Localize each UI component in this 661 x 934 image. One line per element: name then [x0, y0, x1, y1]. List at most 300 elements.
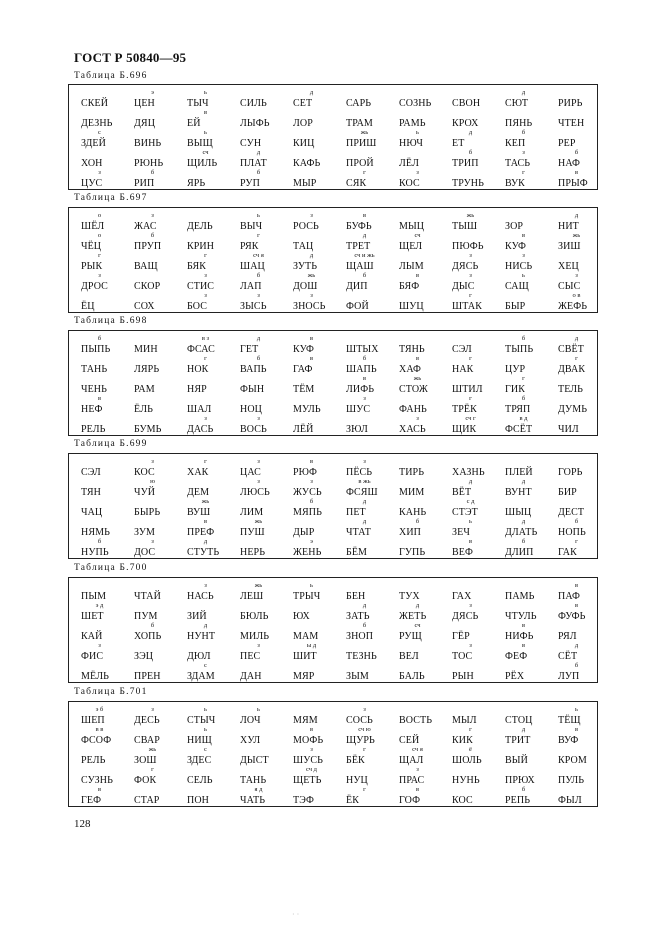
table-cell [444, 706, 497, 726]
table-cell [497, 746, 550, 766]
table-cell [126, 395, 179, 415]
table-cell [232, 498, 285, 518]
syllable-word: ВЁТ [452, 487, 472, 498]
table-cell [550, 582, 603, 602]
table-cell [444, 292, 497, 312]
syllable-word: СВАР [134, 735, 160, 746]
syllable-word: ПУШ [240, 527, 265, 538]
table-cell [285, 292, 338, 312]
syllable-word: ЛЁЙ [293, 424, 314, 435]
syllable-word: ШУСЬ [293, 755, 323, 766]
syllable-word: ТРУНЬ [452, 178, 484, 189]
syllable-word: ДЯСЬ [452, 611, 479, 622]
syllable-word: ЗЮЛ [346, 424, 368, 435]
transcription-mark: г [469, 395, 472, 402]
table-cell [338, 252, 391, 272]
syllable-word: ДАН [240, 671, 262, 682]
table-title: Таблица Б.700 [74, 563, 148, 573]
transcription-mark: б [574, 662, 579, 669]
transcription-mark: г [363, 169, 366, 176]
transcription-mark: д [521, 478, 526, 485]
table-cell [497, 129, 550, 149]
syllable-word: ВЕФ [452, 547, 473, 558]
table-cell [497, 232, 550, 252]
transcription-mark: з [257, 292, 260, 299]
transcription-mark: б [362, 355, 367, 362]
transcription-mark: г [522, 169, 525, 176]
transcription-mark: в в [95, 726, 104, 733]
table-cell [338, 538, 391, 558]
table-cell [550, 212, 603, 232]
syllable-word: ЛЫФЬ [240, 118, 270, 129]
table-cell [179, 662, 232, 682]
table-cell [126, 766, 179, 786]
table-cell [391, 129, 444, 149]
syllable-word: ЩЕЛ [399, 241, 423, 252]
table-cell [338, 232, 391, 252]
syllable-word: ЛЫМ [399, 261, 424, 272]
syllable-word: ЛИФЬ [346, 384, 375, 395]
syllable-word: СВОН [452, 98, 481, 109]
syllable-word: МУЛЬ [293, 404, 321, 415]
table-cell [285, 395, 338, 415]
table-cell [73, 252, 126, 272]
table-cell [550, 252, 603, 272]
table-cell [444, 498, 497, 518]
table-cell [179, 582, 232, 602]
table-cell [73, 232, 126, 252]
table-cell [73, 272, 126, 292]
transcription-mark: з [469, 602, 472, 609]
syllable-word: МЯМ [293, 715, 318, 726]
table-cell [338, 582, 391, 602]
transcription-mark: д [256, 335, 261, 342]
syllable-word: ЁЛЬ [134, 404, 153, 415]
syllable-word: ЗЫМ [346, 671, 369, 682]
table-cell [179, 518, 232, 538]
syllable-word: КИК [452, 735, 473, 746]
transcription-mark: жь [148, 746, 157, 753]
transcription-mark: в [415, 272, 420, 279]
syllable-word: ДЛАТЬ [505, 527, 538, 538]
syllable-word: РУЩ [399, 631, 422, 642]
syllable-word: ЗОР [505, 221, 524, 232]
table-cell [391, 89, 444, 109]
syllable-word: ГЁР [452, 631, 470, 642]
syllable-word: ЗУТЬ [293, 261, 318, 272]
table-cell [232, 766, 285, 786]
transcription-mark: б [521, 395, 526, 402]
syllable-word: ВУФ [558, 735, 579, 746]
table-cell [391, 395, 444, 415]
table-cell [550, 129, 603, 149]
syllable-word: ДЫС [452, 281, 475, 292]
syllable-word: СЕЛЬ [187, 775, 213, 786]
syllable-word: СЯК [346, 178, 367, 189]
syllable-word: ТРЁК [452, 404, 477, 415]
syllable-word: ЛАП [240, 281, 262, 292]
syllable-word: ФСЯШ [346, 487, 378, 498]
syllable-word: ПРИШ [346, 138, 377, 149]
syllable-word: РЮНЬ [134, 158, 164, 169]
table-cell [338, 642, 391, 662]
table-cell [232, 478, 285, 498]
syllable-word: ШИТ [293, 651, 317, 662]
syllable-word: ЁК [346, 795, 359, 806]
table-cell [232, 252, 285, 272]
syllable-word: ШУЦ [399, 301, 424, 312]
table-cell [126, 602, 179, 622]
document-header: ГОСТ Р 50840—95 [74, 50, 187, 65]
transcription-mark: жь [307, 272, 316, 279]
table-cell [444, 375, 497, 395]
syllable-word: ФИС [81, 651, 104, 662]
syllable-word: НЕРЬ [240, 547, 266, 558]
transcription-mark: в [468, 538, 473, 545]
transcription-mark: я д [254, 786, 263, 793]
syllable-word: ДЫСТ [240, 755, 269, 766]
syllable-word: ШАПЬ [346, 364, 377, 375]
syllable-word: ВОСЬ [240, 424, 267, 435]
transcription-mark: з [416, 415, 419, 422]
transcription-mark: д [362, 498, 367, 505]
table-cell [550, 786, 603, 806]
table-cell [444, 642, 497, 662]
table-cell [391, 232, 444, 252]
table-cell [391, 355, 444, 375]
transcription-mark: б [309, 498, 314, 505]
transcription-mark: г [469, 292, 472, 299]
transcription-mark: ь [257, 706, 260, 713]
syllable-word: КОС [452, 795, 473, 806]
transcription-mark: в [574, 602, 579, 609]
transcription-mark: б [150, 622, 155, 629]
table-cell [550, 602, 603, 622]
table-cell [444, 129, 497, 149]
syllable-word: МИМ [399, 487, 425, 498]
table-cell [126, 458, 179, 478]
table-cell [73, 415, 126, 435]
table-cell [285, 518, 338, 538]
syllable-word: ФАНЬ [399, 404, 427, 415]
table-cell [73, 375, 126, 395]
syllable-word: РЕЛЬ [81, 755, 106, 766]
transcription-mark: сч д [306, 766, 317, 773]
table-cell [285, 766, 338, 786]
syllable-word: ЩАШ [346, 261, 374, 272]
syllable-word: ЧУЙ [134, 487, 156, 498]
table-cell [338, 212, 391, 232]
transcription-mark: з [151, 706, 154, 713]
table-cell [550, 478, 603, 498]
table-cell [232, 292, 285, 312]
table-cell [444, 622, 497, 642]
table-cell [338, 292, 391, 312]
syllable-word: СЕЙ [399, 735, 420, 746]
transcription-mark: д [309, 89, 314, 96]
syllable-word: ФУФЬ [558, 611, 586, 622]
syllable-word: ДЯЦ [134, 118, 156, 129]
table-cell [444, 662, 497, 682]
syllable-word: ФОК [134, 775, 157, 786]
table-cell [73, 478, 126, 498]
syllable-word: ЧИЛ [558, 424, 579, 435]
table-cell [391, 478, 444, 498]
syllable-word: ЖУСЬ [293, 487, 322, 498]
transcription-mark: з [257, 478, 260, 485]
table-cell [444, 538, 497, 558]
table-cell [444, 252, 497, 272]
table-cell [285, 169, 338, 189]
syllable-word: СТИС [187, 281, 215, 292]
table-cell [338, 109, 391, 129]
table-cell [338, 726, 391, 746]
table-cell [179, 169, 232, 189]
transcription-mark: в [309, 335, 314, 342]
syllable-word: НИФЬ [505, 631, 534, 642]
table-cell [126, 518, 179, 538]
transcription-mark: з [204, 415, 207, 422]
table-cell [179, 602, 232, 622]
table-cell [391, 169, 444, 189]
transcription-mark: в [521, 232, 526, 239]
table-cell [550, 622, 603, 642]
syllable-word: ШЫЦ [505, 507, 532, 518]
table-cell [338, 662, 391, 682]
syllable-word: ДЕЛЬ [187, 221, 213, 232]
syllable-word: ФСОФ [81, 735, 112, 746]
table-cell [73, 212, 126, 232]
table-cell [497, 602, 550, 622]
table-cell [497, 109, 550, 129]
table-cell [126, 109, 179, 129]
table-cell [550, 272, 603, 292]
table-cell [550, 395, 603, 415]
table-cell [444, 726, 497, 746]
table-cell [285, 89, 338, 109]
table-title: Таблица Б.699 [74, 439, 148, 449]
transcription-mark: б [574, 518, 579, 525]
syllable-word: ПЫПЬ [81, 344, 111, 355]
table-cell [550, 458, 603, 478]
syllable-word: ФЕФ [505, 651, 528, 662]
transcription-mark: ь [204, 129, 207, 136]
table-cell [285, 212, 338, 232]
syllable-word: ЗУМ [134, 527, 156, 538]
syllable-word: ЛОР [293, 118, 313, 129]
table-cell [285, 478, 338, 498]
syllable-word: ПЫМ [81, 591, 107, 602]
syllable-word: НУНТ [187, 631, 216, 642]
syllable-word: ДЕСЬ [134, 715, 160, 726]
transcription-mark: ё [469, 746, 472, 753]
syllable-word: ШУС [346, 404, 371, 415]
transcription-mark: г [204, 252, 207, 259]
table-cell [73, 662, 126, 682]
transcription-mark: ы д [306, 642, 317, 649]
table-cell [126, 375, 179, 395]
table-cell [73, 129, 126, 149]
transcription-mark: ь [204, 89, 207, 96]
syllable-word: КАЙ [81, 631, 103, 642]
syllable-word: ФЫН [240, 384, 265, 395]
syllable-word: ПЕС [240, 651, 261, 662]
syllable-word: ТЕЗНЬ [346, 651, 377, 662]
syllable-word: ЗИЙ [187, 611, 207, 622]
syllable-word: ГЕФ [81, 795, 102, 806]
transcription-mark: з [310, 478, 313, 485]
syllable-word: РЁХ [505, 671, 525, 682]
syllable-word: ЮХ [293, 611, 310, 622]
syllable-word: СТАР [134, 795, 160, 806]
syllable-table [68, 207, 598, 313]
syllable-word: ТЫЧ [187, 98, 209, 109]
transcription-mark: з [363, 395, 366, 402]
table-cell [285, 232, 338, 252]
transcription-mark: ю [150, 478, 155, 485]
syllable-word: КРИН [187, 241, 215, 252]
transcription-mark: з [151, 212, 154, 219]
table-cell [179, 109, 232, 129]
transcription-mark: б [97, 538, 102, 545]
table-cell [126, 169, 179, 189]
table-cell [391, 766, 444, 786]
syllable-word: ЗНОП [346, 631, 374, 642]
table-cell [232, 272, 285, 292]
table-cell [497, 478, 550, 498]
syllable-word: ДЮЛ [187, 651, 211, 662]
syllable-word: ЛЕШ [240, 591, 264, 602]
syllable-word: ТАЦ [293, 241, 314, 252]
syllable-table [68, 453, 598, 559]
table-cell [179, 272, 232, 292]
table-cell [497, 252, 550, 272]
syllable-word: ПРЕФ [187, 527, 215, 538]
syllable-word: ПЯНЬ [505, 118, 533, 129]
syllable-word: КОС [399, 178, 420, 189]
syllable-word: ТАНЬ [81, 364, 108, 375]
syllable-word: СЁТ [558, 651, 578, 662]
table-cell [550, 518, 603, 538]
syllable-word: НАК [452, 364, 474, 375]
syllable-word: КЕП [505, 138, 526, 149]
transcription-mark: э [310, 538, 313, 545]
syllable-word: ЗАТЬ [346, 611, 370, 622]
syllable-word: МЫЦ [399, 221, 425, 232]
transcription-mark: г [257, 232, 260, 239]
syllable-word: РАМЬ [399, 118, 426, 129]
transcription-mark: з [310, 212, 313, 219]
syllable-word: ЛОЧ [240, 715, 261, 726]
syllable-word: ДОС [134, 547, 156, 558]
transcription-mark: сч и жь [354, 252, 375, 259]
syllable-word: ЦУС [81, 178, 103, 189]
syllable-word: ДУМЬ [558, 404, 588, 415]
syllable-word: ЛЁЛ [399, 158, 419, 169]
syllable-word: СЕТ [293, 98, 313, 109]
syllable-word: ФСЁТ [505, 424, 533, 435]
transcription-mark: ь [310, 582, 313, 589]
table-cell [232, 458, 285, 478]
syllable-word: ХУЛ [240, 735, 261, 746]
syllable-word: ЁЦ [81, 301, 95, 312]
table-cell [285, 582, 338, 602]
table-cell [391, 746, 444, 766]
syllable-word: ЩИЛЬ [187, 158, 218, 169]
syllable-word: ПОН [187, 795, 209, 806]
table-cell [550, 662, 603, 682]
table-cell [338, 458, 391, 478]
table-cell [73, 149, 126, 169]
table-cell [391, 252, 444, 272]
transcription-mark: д [256, 149, 261, 156]
table-cell [497, 292, 550, 312]
transcription-mark: в [521, 642, 526, 649]
syllable-word: ТУХ [399, 591, 420, 602]
transcription-mark: г [204, 458, 207, 465]
syllable-word: ВЫЙ [505, 755, 528, 766]
table-cell [391, 582, 444, 602]
syllable-word: ШОЛЬ [452, 755, 482, 766]
syllable-word: ТОС [452, 651, 473, 662]
table-cell [444, 109, 497, 129]
table-cell [179, 746, 232, 766]
table-cell [391, 212, 444, 232]
syllable-word: СВЁТ [558, 344, 584, 355]
transcription-mark: в [203, 518, 208, 525]
transcription-mark: сч [414, 232, 421, 239]
table-cell [179, 395, 232, 415]
syllable-word: ВЕЛ [399, 651, 419, 662]
table-cell [126, 335, 179, 355]
table-cell [126, 538, 179, 558]
syllable-table [68, 84, 598, 190]
table-cell [550, 232, 603, 252]
table-cell [497, 272, 550, 292]
syllable-word: ХАФ [399, 364, 422, 375]
syllable-word: ТЕЛЬ [558, 384, 584, 395]
table-cell [126, 746, 179, 766]
syllable-word: РУП [240, 178, 260, 189]
syllable-word: ХАЗНЬ [452, 467, 485, 478]
syllable-word: ТЫШ [452, 221, 478, 232]
table-cell [497, 706, 550, 726]
syllable-word: ЧЕНЬ [81, 384, 107, 395]
table-cell [73, 642, 126, 662]
syllable-word: ПЮФЬ [452, 241, 484, 252]
syllable-word: НАФ [558, 158, 581, 169]
table-cell [285, 622, 338, 642]
table-cell [338, 272, 391, 292]
syllable-word: БОС [187, 301, 207, 312]
table-cell [550, 375, 603, 395]
transcription-mark: з [257, 458, 260, 465]
transcription-mark: д [362, 518, 367, 525]
table-cell [179, 642, 232, 662]
table-cell [444, 232, 497, 252]
table-cell [126, 272, 179, 292]
table-cell [73, 538, 126, 558]
transcription-mark: жь [201, 498, 210, 505]
transcription-mark: б [521, 786, 526, 793]
table-cell [444, 786, 497, 806]
table-cell [444, 89, 497, 109]
table-cell [285, 642, 338, 662]
table-cell [497, 355, 550, 375]
transcription-mark: э д [95, 602, 104, 609]
syllable-word: СОСЬ [346, 715, 373, 726]
syllable-word: РЮФ [293, 467, 318, 478]
